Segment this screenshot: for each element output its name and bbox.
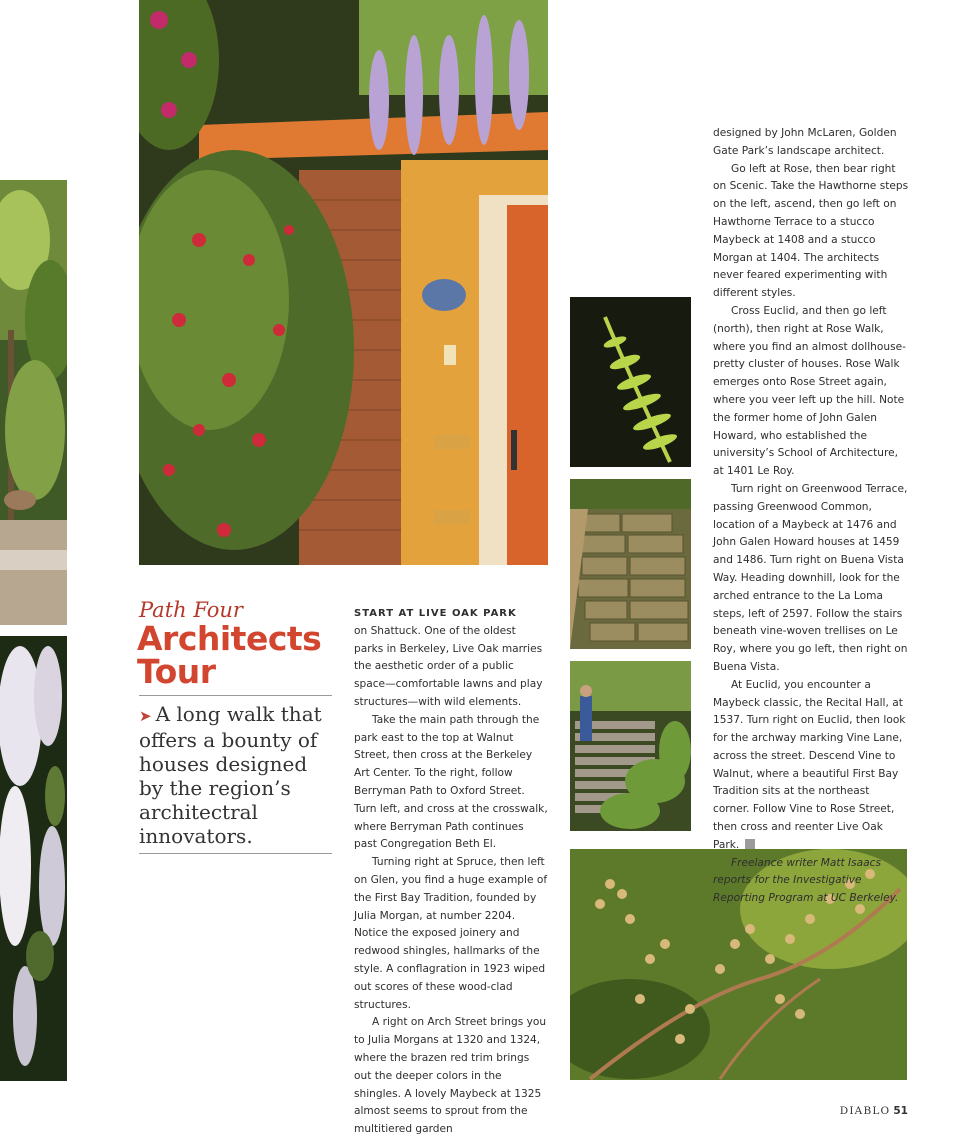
article-headline: Architects Tour [137, 619, 322, 691]
paragraph-8-text: At Euclid, you encounter a Maybeck classic, the Recital Hall, at 1537. Turn right on Euclid, then look for the archway marking Vine Lane, across the street. Descend Vine to Walnut, where a beautiful First Bay Tradition sits at the northeast corner. Follow Vine to Rose Street, then cross and reenter Live Oak Park. [713, 678, 906, 851]
paragraph-6: Cross Euclid, and then go left (north), then right at Rose Walk, where you find an almost dollhouse-pretty cluster of houses. Rose Walk emerges onto Rose Street again, where you veer left up the hill. Note the former home of John Galen Howard, who established the university’s School of Architecture, at 1401 Le Roy. [713, 304, 906, 478]
paragraph-3: Turning right at Spruce, then left on Glen, you find a huge example of the First Bay Tradition, founded by Julia Morgan, at number 2204. Notice the exposed joinery and redwood shingles, hallmarks of the style. A conflagration in 1923 wiped out scores of these wood-clad structures. [354, 856, 548, 1011]
page-folio [840, 1105, 908, 1117]
page-number: 51 [893, 1105, 908, 1117]
paragraph-1-text: on Shattuck. One of the oldest parks in Berkeley, Live Oak marries the aesthetic order of a public space—comfortable lawns and play structures—with wild elements. [354, 624, 543, 708]
photo-left-wisteria [0, 636, 67, 1081]
paragraph-2: Take the main path through the park east to the top at Walnut Street, then cross at the Berkeley Art Center. To the right, follow Berryman Path to Oxford Street. Turn left, and cross at the crosswalk, where Berryman Path continues past Congregation Beth El. [354, 713, 548, 851]
paragraph-1 [354, 605, 548, 712]
deck-text: A long walk that offers a bounty of houses designed by the region’s architectral innovators. [139, 702, 322, 848]
photo-left-garden [0, 180, 67, 625]
photo-stairs [570, 661, 691, 831]
photo-fern [570, 297, 691, 467]
section-kicker: Path Four [139, 598, 243, 622]
paragraph-8 [713, 677, 909, 855]
body-column-a [354, 605, 548, 1139]
photo-stone-wall [570, 479, 691, 649]
body-column-b [713, 125, 909, 908]
rule-top [139, 695, 332, 696]
paragraph-4: A right on Arch Street brings you to Julia Morgans at 1320 and 1324, where the brazen red trim brings out the deeper colors in the shingles. A lovely Maybeck at 1325 almost seems to sprout from the multitiered garden [354, 1016, 547, 1136]
run-in-head: START AT LIVE OAK PARK [354, 608, 517, 619]
rule-bottom [139, 853, 332, 854]
author-credit: Freelance writer Matt Isaacs reports for the Investigative Reporting Program at UC Berkeley. [713, 856, 899, 905]
paragraph-7: Turn right on Greenwood Terrace, passing Greenwood Common, location of a Maybeck at 1476 and John Galen Howard houses at 1459 and 1486. Turn right on Buena Vista Way. Heading downhill, look for the arched entrance to the La Loma steps, left of 2597. Follow the stairs beneath vine-woven trellises on Le Roy, where you go left, then right on Buena Vista. [713, 482, 908, 673]
paragraph-continued: designed by John McLaren, Golden Gate Park’s landscape architect. [713, 127, 897, 157]
paragraph-5: Go left at Rose, then bear right on Scenic. Take the Hawthorne steps on the left, ascend, then go left on Hawthorne Terrace to a stucco Maybeck at 1408 and a stucco Morgan at 1404. The architects never feared experimenting with different styles. [713, 162, 909, 300]
end-mark-icon [745, 839, 755, 849]
photo-main-house [139, 0, 548, 565]
article-deck [139, 702, 334, 848]
arrow-icon: ➤ [139, 707, 152, 725]
magazine-name: DIABLO [839, 1105, 891, 1117]
